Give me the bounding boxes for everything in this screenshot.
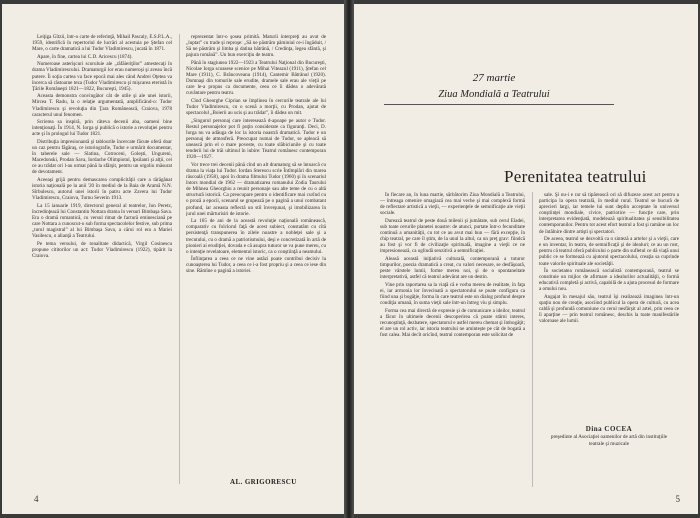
paragraph: Angajat în mesajul său, teatrul îşi realizează imaginea într-un spaţiu nou de creaţie, asociind publicul la opera de cultură, cu acea caldă şi profundă comuniune cu cerul nesfârşit al artei, prin ceea ce îi aparţine — prin teatrul românesc, deschis la toate manifestările valoroase ale lumii. bbox=[539, 294, 679, 325]
left-column-2 bbox=[186, 34, 326, 474]
paragraph: Apare, în fine, cartea lui C.D. Aricescu (1874). bbox=[37, 53, 133, 60]
event-date: 27 martie bbox=[472, 72, 516, 84]
paragraph: Distribuţia impresionantă şi tablourile încercate făcute oferă doar un caz pentru făgăraş, ce istoriografie, Tudor e urmărit documentar, în taberele sale — Slatina, Cotroceni, Goleşti, Ungureni, Macedonski, Prodan Sava, Iordache Olimpiotul, Ipsilanti şi alţii, cei ce au trădat ori l-au urmat până la sfârşit, pentru un orgoliu măsurat de devotament. bbox=[32, 139, 172, 176]
signature-name: Dina COCEA bbox=[585, 425, 633, 433]
signature-block bbox=[544, 426, 674, 447]
signature-role: preşedinte al Asociaţiei oamenilor de artă din instituţiile teatrale şi muzicale bbox=[550, 434, 668, 447]
page-number-left: 4 bbox=[34, 494, 39, 504]
paragraph: Aceeaşi grijă pentru demascarea complicităţii care a tărăgănat istoria naţională pe la anii '20 în mediul de la Baia de Aramă N.N. Sîrbulescu, autorul unei istorii în patru acte Zavera lui Tudor Vladimirescu, Craiova, Turnu Severin 1913. bbox=[32, 177, 172, 202]
left-column-1 bbox=[32, 34, 172, 489]
left-page bbox=[2, 4, 344, 514]
paragraph: Aceasta demonstra convingător cât de utile şi ale unei istorii, Mircea T. Radu, la o relaţie argumentată, amplificând-o: Tudor Vladimirescu şi revoluţia din Ţara Românească, Craiova, 1978 caracterul unui fenomen. bbox=[32, 93, 172, 118]
page-number-right: 5 bbox=[675, 494, 680, 504]
paragraph: Pe tema versului, de tonalitate didactică, Virgil Cosinescu propune cititorilor un act: Tudor Vladimirescu (1922), tipărit la Craiova. bbox=[32, 241, 172, 260]
right-column-2 bbox=[539, 192, 679, 420]
paragraph: Numeroase asterişcuri scoruluie ale „răfăieriţilor” amestecaţi în drama Vladimirescului. Dramaturgii lor erau numeroşi şi aveau încă putere. Îi soţia cartea va face epocă mai ales când Andrei Oţetea va încerca să răstoarne teza (Tudor Vladimirescu şi mişcarea eteristă în Ţările Româneşti 1821—1822, Bucureşti, 1945). bbox=[32, 61, 172, 92]
column-divider bbox=[532, 192, 533, 487]
right-page bbox=[354, 4, 698, 514]
paragraph: Vine prin raportarea sa la viaţă că e vorba mereu de realitate, în faţa ei, iar armonia lor învecinată a spectatorului se poate configura ca fiind una şi bogăţie, forma în care teatrul este un dialog profund despre condiţia umană, în suma vieţii sale într-un întreg viu şi simplu. bbox=[380, 281, 525, 307]
paragraph: În societatea românească socialistă contemporană, teatrul se constituie un mijloc de afirmare a idealurilor actualităţii, o formă educativă completă şi activă, capabilă de a ajuta procesul de formare a omului nou. bbox=[539, 268, 679, 293]
article-title: Perenitatea teatrului bbox=[504, 167, 647, 186]
column-divider bbox=[179, 34, 180, 484]
paragraph: Vor trece trei decenii până cînd un alt dramaturg să se întoarcă cu drama la viaţa lui Tudor. Iordan Sterescu scrie Întîmplări din marea răscoală (1958), apoi în drama filmului Tudor (1960) şi în scenariul întors mondial de 1962 — dramatizarea romanului Zodia Taurului de Mihnea Gheorghiu a reunit personaje sau alte teme de cu o altă structură istorică. Ca preocupare pentru o identificare mai curînd cu o proză a epocii, scenarul se grupează pe o pagină a unui combatant profund, iar aceasta reflectă un stil înverşunat, şi imobilizarea în jurul unei mărturisiri de istorie. bbox=[186, 161, 326, 217]
paragraph: Aleasă această iniţiativă culturală, contemporană a tuturor timpurilor, poezia dramatică a creat, cu valori necesare, se desfăşoară, peste vârstele lumii, forme mereu noi, şi de o spontaneitate interpretativă, astfel că teatrul adevărat are un destin. bbox=[380, 255, 525, 281]
paragraph: De aceea, teatrul se dezvoltă ca o sinteză a artelor şi a vieţii, care e un inventar, în teatru, de semnificaţii şi de idealuri; ce au un rost, pentru că teatrul oferă publicului o parte din sufletul ce dă viaţă unui public ce se formează cu ajutorul spectacolului, creaţia sa cuprinde toate valorile spirituale ale societăţii. bbox=[539, 236, 679, 267]
paragraph: reprezentat într-o şosea primită. Maturii interpreţi au avut de „luptat” cu trade şi reproşe: „Să ne păstrăm păminiul ce-i îngăduit, / Să ne păstrăm şi limba şi datina bătrână, / Credinţa, legea sfântă, şi pajura română”. Un bun exerciţiu de teatru. bbox=[186, 34, 326, 59]
paragraph: La 165 de ani de la această revoluţie naţională românească, comparativ cu folclorul faţă de acest subiect, constatăm cu cîtă persistenţă transpunerea în zilele noastre a nobleţei sale şi a trecutului, cu o dramă a patriotismului, deşi e concretizată în artă de pionieri ai erudiţiei, dovada e că asupra tuturor se va pune mereu, cu o intenţie revelatoare, elementul istoric, ca o conştiinţă a neamului. bbox=[186, 218, 326, 255]
paragraph: Durează teatrul de peste două milenii şi jumătate, sub cerul Eladei, sub toate cerurile planetei noastre: de atunci, purtate într-o fecunditate continuă a umanităţii, cu tot ce au avut mai bun — fără excepţie, în chip teatral, pe care îl ştim, de la unul la altul, ca un preţ grav: fiindcă au fost şi vor fi de civilizaţie spirituală, imagine a vieţii ce ne impresionează, ca oglindă senzitivă a semnificaţiei. bbox=[380, 217, 525, 255]
paragraph: „Singurul personaj care interesează d-apoape pe autor e Tudor. Restul personajelor pot fi puţin considerate ca figuranţi. Deci, D. Iorga nu va adăuga de loc la istoria noastră dramatică. Tudor e un personaj de atmosferă. Preocupat numai de Tudor, se apleacă să unească prin el o mare poveste, cu toate slăbiciunile şi cu toate tenderii lui de trăi ultimul în iubire: Teatrul românesc contemporan 1920—1927. bbox=[186, 117, 326, 161]
paragraph: Cînd Gheorghe Ciprian se împlinea în cercurile teatrale ale lui Tudor Vladimirescu, cu o scenă a morţii, cu Prodan, ajutat de spectacolul „Boierii au ucis şi au trădat”, îi dădea un mit. bbox=[186, 97, 326, 117]
paragraph: Forma cea mai directă de expresie şi de comunicare a ideilor, teatrul a făcut în ultimele decenii descoperirea că poate stârni interes, recunoştinţă, dezbatere, spectatorul e astfel mereu chemat şi îmbogăţit; el are un rol activ, iar istoria teatrului ne amintește pe cât de bogată a fost calea. Mai decît oricînd, teatrul contemporan este solicitat de bbox=[380, 307, 525, 339]
paragraph: Scrierea sa inspiră, prin câteva decenii aba, oameni bine intenţionaţi. În 1914, N. Iorga şi publică o istorie a revoluţiei pentru acte şi în prologul lui Tudor 1821. bbox=[32, 119, 172, 138]
title-rule bbox=[384, 104, 614, 105]
event-name: Ziua Mondială a Teatrului bbox=[438, 89, 550, 100]
paragraph: Leiţiga Gîtzii, într-o carte de referinţă, Mihail Pascaly, E.S.P.L.A., 1959, identifică în repertoriul de lucrări al acestuia pe Ştefan cel Mare, o carte dramatică a lui Tudor Vladimirescu, jucată în 1871. bbox=[32, 34, 172, 53]
paragraph: În fiecare an, în luna martie, sărbătorim Ziua Mondială a Teatrului, — întreaga omenire omagiază cea mai veche şi mai complexă formă de reflectare artistică a vieţii, — experienţele de semnificaţie ale vieţii sociale. bbox=[380, 192, 525, 217]
paragraph: Înfiinţarea a ceea ce ne vine astăzi poate contribui decisiv la cunoaşterea lui Tudor, a ceea ce i-a fost propriu şi a ceea ce iese din sine. Rămîne o pagină a istoriei. bbox=[186, 256, 326, 275]
paragraph: Până în stagiunea 1922—1923 a Teatrului Naţional din Bucureşti, Nicolae Iorga scoasese scenice pe Mihai Viteazul (1911), Ştefan cel Mare (1911), C. Brâncoveanu (1914), Cantemir Bătrânul (1920). Domnaşi din tomurile sale erudite, dramele sale erau ale vieţii pe care le-a propus ca documente, ceea ce îi dădea o adevărată cuvântare pentru teatru. bbox=[186, 59, 326, 97]
book-gutter bbox=[344, 0, 354, 518]
paragraph: La 15 ianuarie 1919, directorul general al teatrelor, Ion Peretz, încredinţează lui Constantin Nottara drama în versuri Bimbaşa Sava. Era o dramă romantică, cu versul rimat de factură eminesciană pe care Nottara a cunoscut-o sub forma spectacolelor festive, sub prima „turul magistral” al lui Bimbaşa Sava, a cărui rol era a Mariei Vasilescu, o alianţă a Teatrului. bbox=[32, 202, 172, 240]
paragraph: sale. Şi nu-i e rar să tipărească ori să difuzeze acest act pentru a participa la opera teatrală, în mediul rural. Teatrul se bucură de aprecieri largi, iar temele lui sunt deplin acceptate în universul conştiinţei mondiale, civice, patriotice — funcţie care, prin interpretarea evidenţiată, modelează spiritualitatea şi sensibilitatea contemporanilor. Pentru tot acest efort teatrul a fost şi ramâne un loc de întâlnire dintre artişti şi spectatori. bbox=[539, 192, 679, 235]
article-author: AL. GRIGORESCU bbox=[230, 478, 297, 486]
right-column-1 bbox=[380, 192, 525, 492]
